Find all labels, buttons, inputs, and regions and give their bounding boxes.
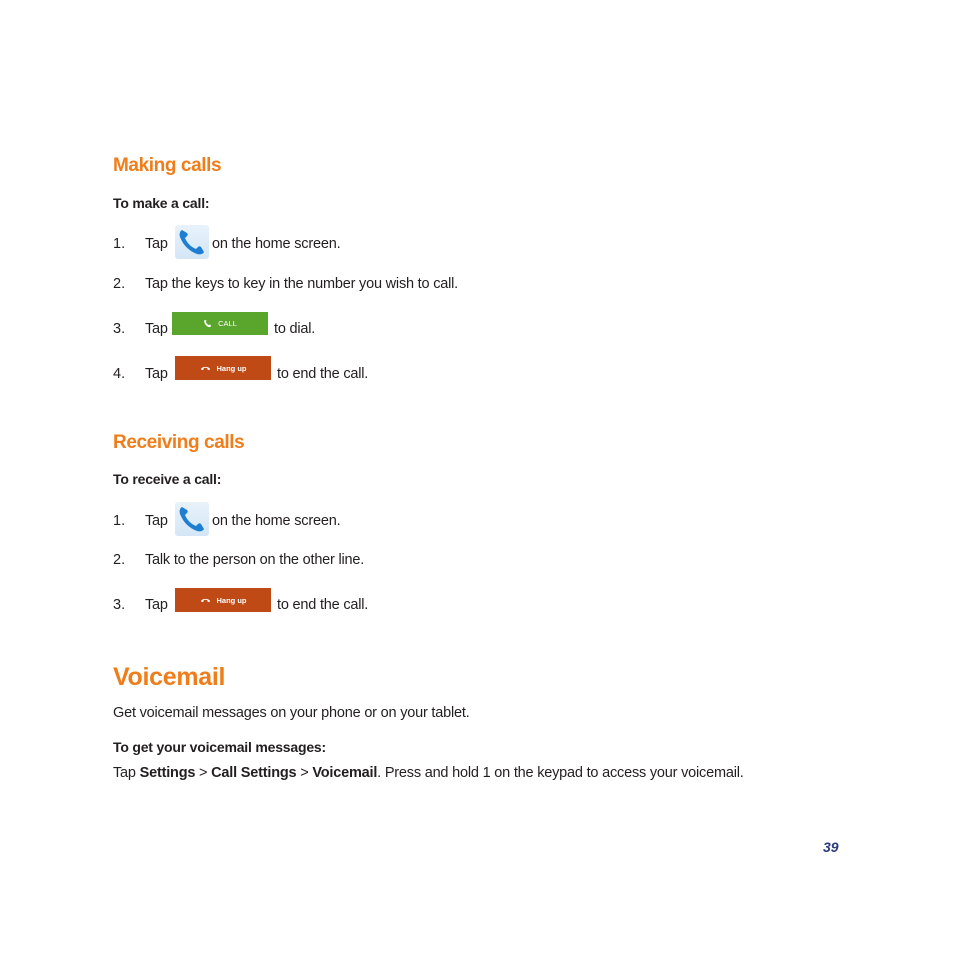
phone-icon xyxy=(175,225,209,259)
hang-up-button[interactable] xyxy=(175,356,271,380)
step-number: 3. xyxy=(113,597,126,613)
voicemail-subheading: To get your voicemail messages: xyxy=(113,739,326,755)
step-text: Tap xyxy=(145,321,168,337)
settings-menu-path: Settings xyxy=(139,765,196,781)
step-text: to dial. xyxy=(274,321,316,337)
step-number: 4. xyxy=(113,366,126,382)
hang-up-button[interactable] xyxy=(175,588,271,612)
step-number: 2. xyxy=(113,552,126,568)
hang-up-icon xyxy=(200,365,211,371)
step-number: 2. xyxy=(113,276,126,292)
phone-app-icon[interactable] xyxy=(175,225,209,259)
step-text: Tap xyxy=(145,513,168,529)
step-text: Talk to the person on the other line. xyxy=(145,552,365,568)
making-calls-subheading: To make a call: xyxy=(113,195,210,211)
receiving-calls-heading: Receiving calls xyxy=(113,432,245,453)
call-button-label: CALL xyxy=(218,319,237,328)
instruction-separator: > xyxy=(195,765,212,781)
step-text: Tap xyxy=(145,366,168,382)
step-text: to end the call. xyxy=(277,597,369,613)
step-text: on the home screen. xyxy=(212,513,341,529)
step-number: 1. xyxy=(113,236,126,252)
step-text: Tap xyxy=(145,597,168,613)
hang-up-button-label: Hang up xyxy=(216,595,247,605)
step-text: to end the call. xyxy=(277,366,369,382)
phone-icon xyxy=(203,319,212,328)
phone-icon xyxy=(175,502,209,536)
receiving-calls-subheading: To receive a call: xyxy=(113,471,222,487)
call-settings-menu-path: Call Settings xyxy=(211,765,297,781)
step-number: 1. xyxy=(113,513,126,529)
page-number: 39 xyxy=(823,839,839,855)
instruction-text: Tap xyxy=(113,765,140,781)
call-button[interactable] xyxy=(172,312,268,335)
voicemail-menu-path: Voicemail xyxy=(312,765,378,781)
step-number: 3. xyxy=(113,321,126,337)
instruction-separator: > xyxy=(296,765,313,781)
step-text: Tap the keys to key in the number you wish to call. xyxy=(145,276,458,292)
step-text: Tap xyxy=(145,236,168,252)
voicemail-intro: Get voicemail messages on your phone or on your tablet. xyxy=(113,705,470,721)
instruction-text: . Press and hold 1 on the keypad to access your voicemail. xyxy=(377,765,744,781)
voicemail-instruction xyxy=(113,765,744,781)
hang-up-icon xyxy=(200,597,211,603)
hang-up-button-label: Hang up xyxy=(216,363,247,373)
step-text: on the home screen. xyxy=(212,236,341,252)
phone-app-icon[interactable] xyxy=(175,502,209,536)
making-calls-heading: Making calls xyxy=(113,155,222,176)
voicemail-heading: Voicemail xyxy=(113,663,226,691)
